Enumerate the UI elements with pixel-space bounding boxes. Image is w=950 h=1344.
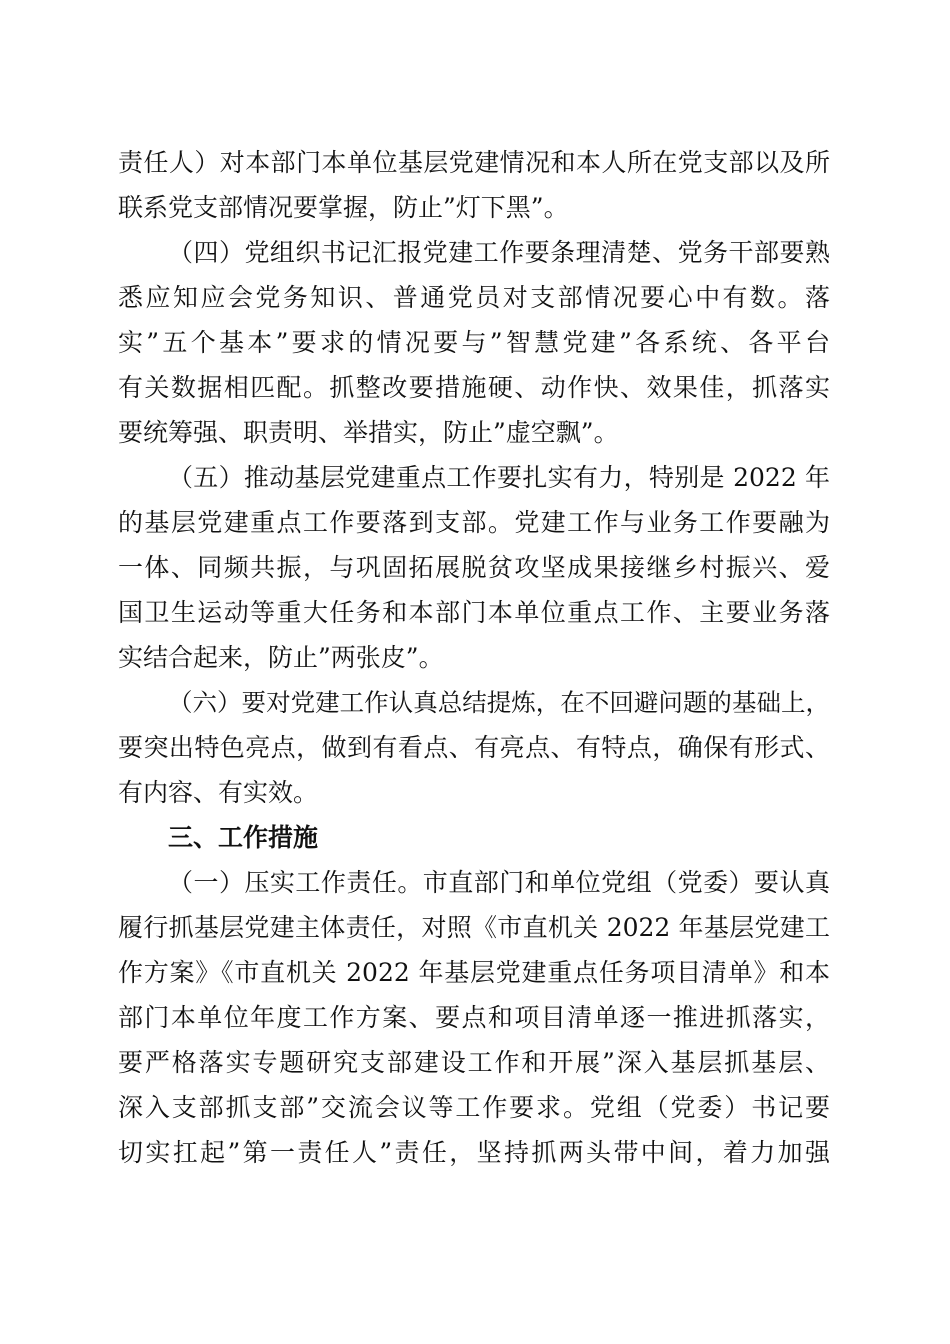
paragraph-line: 有关数据相匹配。抓整改要措施硬、动作快、效果佳，抓落实	[118, 373, 830, 402]
paragraph-line: （一）压实工作责任。市直部门和单位党组（党委）要认真	[168, 868, 830, 897]
paragraph-line: 履行抓基层党建主体责任，对照《市直机关 2022 年基层党建工	[118, 913, 830, 942]
paragraph-line: 国卫生运动等重大任务和本部门本单位重点工作、主要业务落	[118, 598, 830, 627]
paragraph-line: 切实扛起”第一责任人”责任，坚持抓两头带中间，着力加强	[118, 1138, 830, 1167]
paragraph-line: 的基层党建重点工作要落到支部。党建工作与业务工作要融为	[118, 508, 830, 537]
paragraph-line: （四）党组织书记汇报党建工作要条理清楚、党务干部要熟	[168, 238, 830, 267]
paragraph-line: （六）要对党建工作认真总结提炼，在不回避问题的基础上，	[168, 688, 830, 717]
paragraph-line: 要严格落实专题研究支部建设工作和开展”深入基层抓基层、	[118, 1048, 830, 1077]
paragraph-line: 作方案》《市直机关 2022 年基层党建重点任务项目清单》和本	[118, 958, 830, 987]
paragraph-line: 一体、同频共振，与巩固拓展脱贫攻坚成果接继乡村振兴、爱	[118, 553, 830, 582]
paragraph-line: 悉应知应会党务知识、普通党员对支部情况要心中有数。落	[118, 283, 830, 312]
paragraph-line: 联系党支部情况要掌握，防止”灯下黑”。	[118, 193, 569, 222]
section-heading: 三、工作措施	[168, 823, 319, 852]
paragraph-line: 要突出特色亮点，做到有看点、有亮点、有特点，确保有形式、	[118, 733, 830, 762]
paragraph-line: 责任人）对本部门本单位基层党建情况和本人所在党支部以及所	[118, 148, 830, 177]
paragraph-line: 实结合起来，防止”两张皮”。	[118, 643, 444, 672]
paragraph-line: 有内容、有实效。	[118, 778, 319, 807]
paragraph-line: 深入支部抓支部”交流会议等工作要求。党组（党委）书记要	[118, 1093, 830, 1122]
paragraph-line: （五）推动基层党建重点工作要扎实有力，特别是 2022 年	[168, 463, 830, 492]
paragraph-line: 要统筹强、职责明、举措实，防止”虚空飘”。	[118, 418, 619, 447]
paragraph-line: 实”五个基本”要求的情况要与”智慧党建”各系统、各平台	[118, 328, 830, 357]
document-body	[118, 140, 830, 1175]
paragraph-line: 部门本单位年度工作方案、要点和项目清单逐一推进抓落实，	[118, 1003, 830, 1032]
